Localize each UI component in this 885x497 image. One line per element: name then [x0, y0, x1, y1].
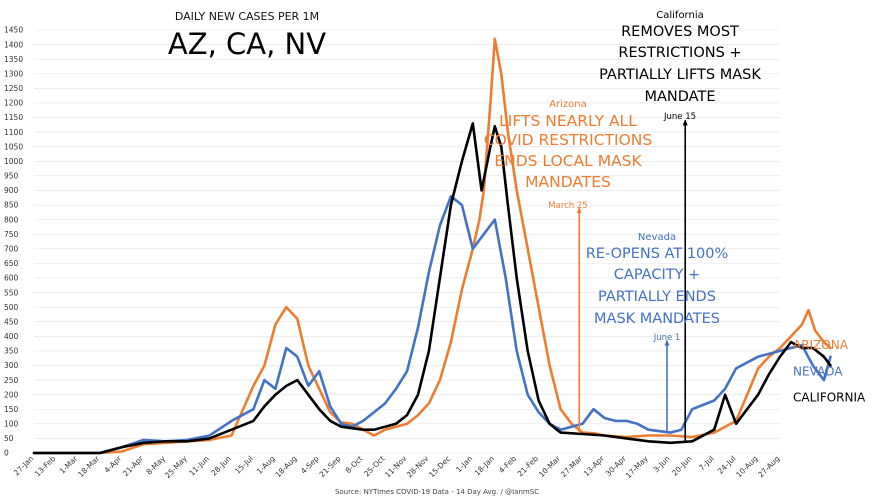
annotation-headline-california: PARTIALLY LIFTS MASK: [599, 67, 761, 83]
y-tick-label: 750: [4, 229, 19, 239]
y-tick-label: 650: [4, 259, 19, 269]
y-tick-label: 700: [4, 244, 19, 254]
x-tick-label: 24-Jul: [715, 454, 738, 476]
y-tick-label: 1250: [4, 84, 24, 94]
x-tick-label: 21-Sep: [317, 454, 343, 480]
y-tick-label: 1400: [4, 40, 24, 50]
x-tick-label: 21-Feb: [515, 454, 541, 479]
x-tick-label: 15-Dec: [427, 454, 453, 480]
x-tick-label: 18-Jan: [472, 454, 497, 478]
y-tick-label: 1450: [4, 25, 24, 35]
source-note: Source: NYTimes COVID-19 Data - 14 Day Avg. / @IanmSC: [334, 488, 540, 496]
x-tick-label: 13-Feb: [32, 454, 58, 479]
y-tick-label: 100: [4, 419, 19, 429]
x-tick-label: 4-Sep: [298, 454, 321, 476]
annotation-date-arizona: March 25: [548, 201, 588, 211]
y-tick-label: 850: [4, 200, 19, 210]
y-tick-label: 150: [4, 404, 19, 414]
y-tick-label: 300: [4, 361, 19, 371]
legend-label-arizona: ARIZONA: [793, 338, 848, 353]
x-tick-label: 8-Oct: [343, 454, 365, 476]
annotation-state-nevada: Nevada: [637, 232, 677, 243]
x-tick-label: 30-Apr: [603, 454, 628, 479]
x-tick-label: 18-Mar: [76, 454, 102, 480]
y-tick-label: 1050: [4, 142, 24, 152]
legend-label-california: CALIFORNIA: [793, 390, 866, 405]
annotation-date-nevada: June 1: [653, 333, 681, 343]
y-tick-label: 1100: [4, 127, 24, 137]
y-tick-label: 50: [4, 434, 14, 444]
x-tick-label: 27-Jan: [11, 454, 36, 478]
annotation-headline-arizona: MANDATES: [525, 173, 611, 191]
x-tick-label: 8-May: [144, 454, 168, 477]
y-tick-label: 1350: [4, 54, 24, 64]
x-tick-label: 11-Jun: [187, 454, 211, 478]
annotation-headline-arizona: ENDS LOCAL MASK: [494, 152, 642, 170]
x-tick-label: 21-Apr: [121, 454, 146, 479]
y-tick-label: 450: [4, 317, 19, 327]
x-tick-label: 10-Aug: [734, 454, 760, 480]
x-tick-label: 27-Aug: [756, 454, 782, 480]
legend: [793, 338, 866, 405]
x-tick-label: 4-Apr: [102, 454, 124, 475]
x-tick-label: 3-Jun: [651, 454, 672, 475]
y-tick-labels: [4, 26, 23, 458]
x-tick-label: 13-Apr: [581, 454, 606, 479]
x-tick-label: 28-Jun: [209, 454, 233, 478]
x-tick-label: 17-May: [623, 454, 650, 481]
x-tick-labels: [12, 453, 782, 480]
x-tick-label: 27-Mar: [558, 454, 584, 480]
x-tick-label: 15-Jul: [233, 454, 255, 476]
annotation-state-california: California: [656, 10, 704, 21]
y-tick-label: 1300: [4, 69, 24, 79]
x-tick-label: 18-Aug: [273, 454, 299, 480]
annotation-headline-california: MANDATE: [644, 89, 716, 105]
annotation-headline-nevada: RE-OPENS AT 100%: [585, 246, 729, 262]
annotation-date-california: June 15: [663, 112, 697, 122]
annotation-state-arizona: Arizona: [549, 99, 587, 110]
chart-title: AZ, CA, NV: [167, 27, 327, 61]
y-tick-label: 1150: [4, 113, 24, 123]
annotation-headline-nevada: CAPACITY +: [613, 267, 701, 283]
annotation-headline-california: REMOVES MOST: [621, 24, 739, 40]
x-tick-label: 25-Oct: [362, 454, 387, 479]
chart-subtitle: DAILY NEW CASES PER 1M: [174, 10, 320, 23]
y-tick-label: 550: [4, 288, 19, 298]
y-tick-label: 250: [4, 375, 19, 385]
x-tick-label: 28-Nov: [404, 454, 431, 480]
x-tick-label: 11-Nov: [383, 454, 409, 480]
y-tick-label: 350: [4, 346, 19, 356]
y-tick-label: 500: [4, 302, 19, 312]
y-tick-label: 900: [4, 186, 19, 196]
y-tick-label: 800: [4, 215, 19, 225]
legend-label-nevada: NEVADA: [793, 364, 843, 379]
x-tick-label: 1-Jan: [454, 454, 475, 475]
annotation-headline-arizona: LIFTS NEARLY ALL: [499, 112, 637, 130]
x-tick-label: 4-Feb: [497, 454, 519, 476]
x-tick-label: 7-Jul: [697, 454, 716, 473]
y-tick-label: 1000: [4, 156, 24, 166]
x-tick-label: 10-Mar: [536, 454, 563, 480]
x-tick-label: 1-Aug: [254, 454, 277, 476]
x-tick-label: 1-Mar: [57, 454, 80, 476]
annotation-headline-arizona: COVID RESTRICTIONS: [483, 131, 653, 149]
x-tick-label: 25-May: [163, 454, 190, 481]
annotation-texts: [484, 10, 762, 343]
annotation-headline-california: RESTRICTIONS +: [618, 45, 742, 61]
y-tick-label: 0: [4, 448, 9, 458]
annotation-headline-nevada: MASK MANDATES: [594, 311, 720, 327]
y-tick-label: 200: [4, 390, 19, 400]
y-tick-label: 1200: [4, 98, 24, 108]
annotation-headline-nevada: PARTIALLY ENDS: [598, 289, 716, 305]
y-tick-label: 950: [4, 171, 19, 181]
x-tick-label: 20-Jun: [670, 454, 694, 478]
y-tick-label: 600: [4, 273, 19, 283]
y-tick-label: 400: [4, 332, 19, 342]
